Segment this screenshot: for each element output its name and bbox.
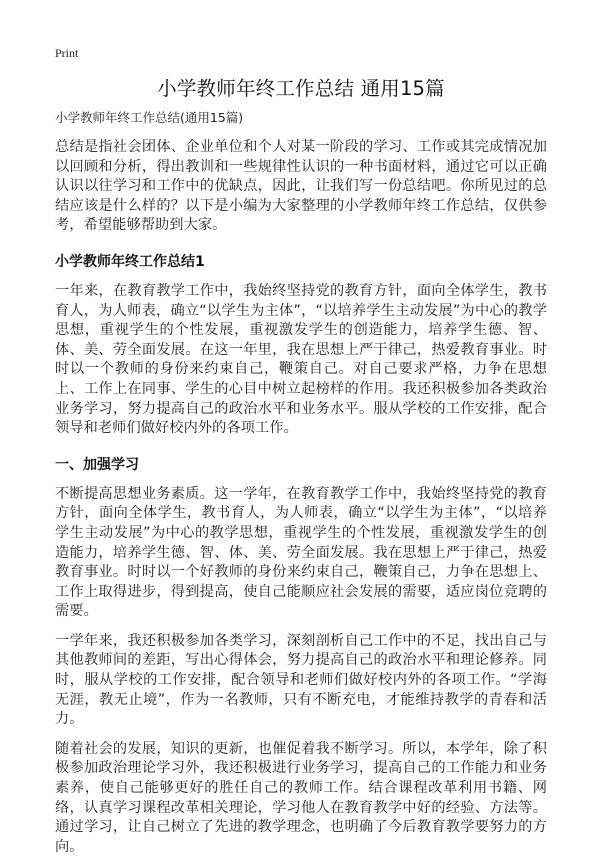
intro-paragraph: 总结是指社会团体、企业单位和个人对某一阶段的学习、工作或其完成情况加以回顾和分析，得出教训和一些规律性认识的一种书面材料，通过它可以正确认识以往学习和工作中的优缺点，因此，让我们写一份总结吧。你所见过的总结应该是什么样的？以下是小编为大家整理的小学教师年终工作总结，仅供参考，希望能够帮助到大家。 bbox=[55, 139, 547, 234]
section-paragraph: 随着社会的发展，知识的更新，也催促着我不断学习。所以，本学年，除了积极参加政治理论学习外，我还积极进行业务学习，提高自己的工作能力和业务素养，使自己能够更好的胜任自己的教师工作。结合课程改革利用书籍、网络，认真学习课程改革相关理论，学习他人在教育教学中好的经验、方法等。通过学习，让自己树立了先进的教学理念，也明确了今后教育教学要努力的方向。 bbox=[55, 740, 547, 855]
section-paragraph: 一学年来，我还积极参加各类学习，深刻剖析自己工作中的不足，找出自己与其他教师间的差距，写出心得体会，努力提高自己的政治水平和理论修养。同时，服从学校的工作安排，配合领导和老师们做好校内外的各项工作。“学海无涯，教无止境”，作为一名教师，只有不断充电，才能维持教学的青春和活力。 bbox=[55, 632, 547, 728]
document-page bbox=[55, 44, 547, 857]
section-paragraph: 一年来，在教育教学工作中，我始终坚持党的教育方针，面向全体学生，教书育人，为人师表，确立“以学生为主体”，“以培养学生主动发展”为中心的教学思想，重视学生的个性发展，重视激发学生的创造能力，培养学生德、智、体、美、劳全面发展。在这一年里，我在思想上严于律己，热爱教育事业。时时以一个教师的身份来约束自己，鞭策自己。对自己要求严格，力争在思想上、工作上在同事、学生的心目中树立起榜样的作用。我还积极参加各类政治业务学习，努力提高自己的政治水平和业务水平。服从学校的工作安排，配合领导和老师们做好校内外的各项工作。 bbox=[55, 282, 547, 437]
section-heading: 一、加强学习 bbox=[55, 456, 139, 473]
section-heading: 小学教师年终工作总结1 bbox=[55, 253, 205, 270]
page-title: 小学教师年终工作总结 通用15篇 bbox=[157, 77, 445, 100]
print-label: Print bbox=[55, 46, 79, 60]
document-subtitle: 小学教师年终工作总结(通用15篇) bbox=[55, 110, 244, 125]
section-paragraph: 不断提高思想业务素质。这一学年，在教育教学工作中，我始终坚持党的教育方针，面向全体学生，教书育人，为人师表，确立“以学生为主体”，“以培养学生主动发展”为中心的教学思想，重视学生的个性发展，重视激发学生的创造能力，培养学生德、智、体、美、劳全面发展。我在思想上严于律己，热爱教育事业。时时以一个好教师的身份来约束自己，鞭策自己，力争在思想上、工作上取得进步，得到提高，使自己能顺应社会发展的需要，适应岗位竞聘的需要。 bbox=[55, 485, 547, 620]
